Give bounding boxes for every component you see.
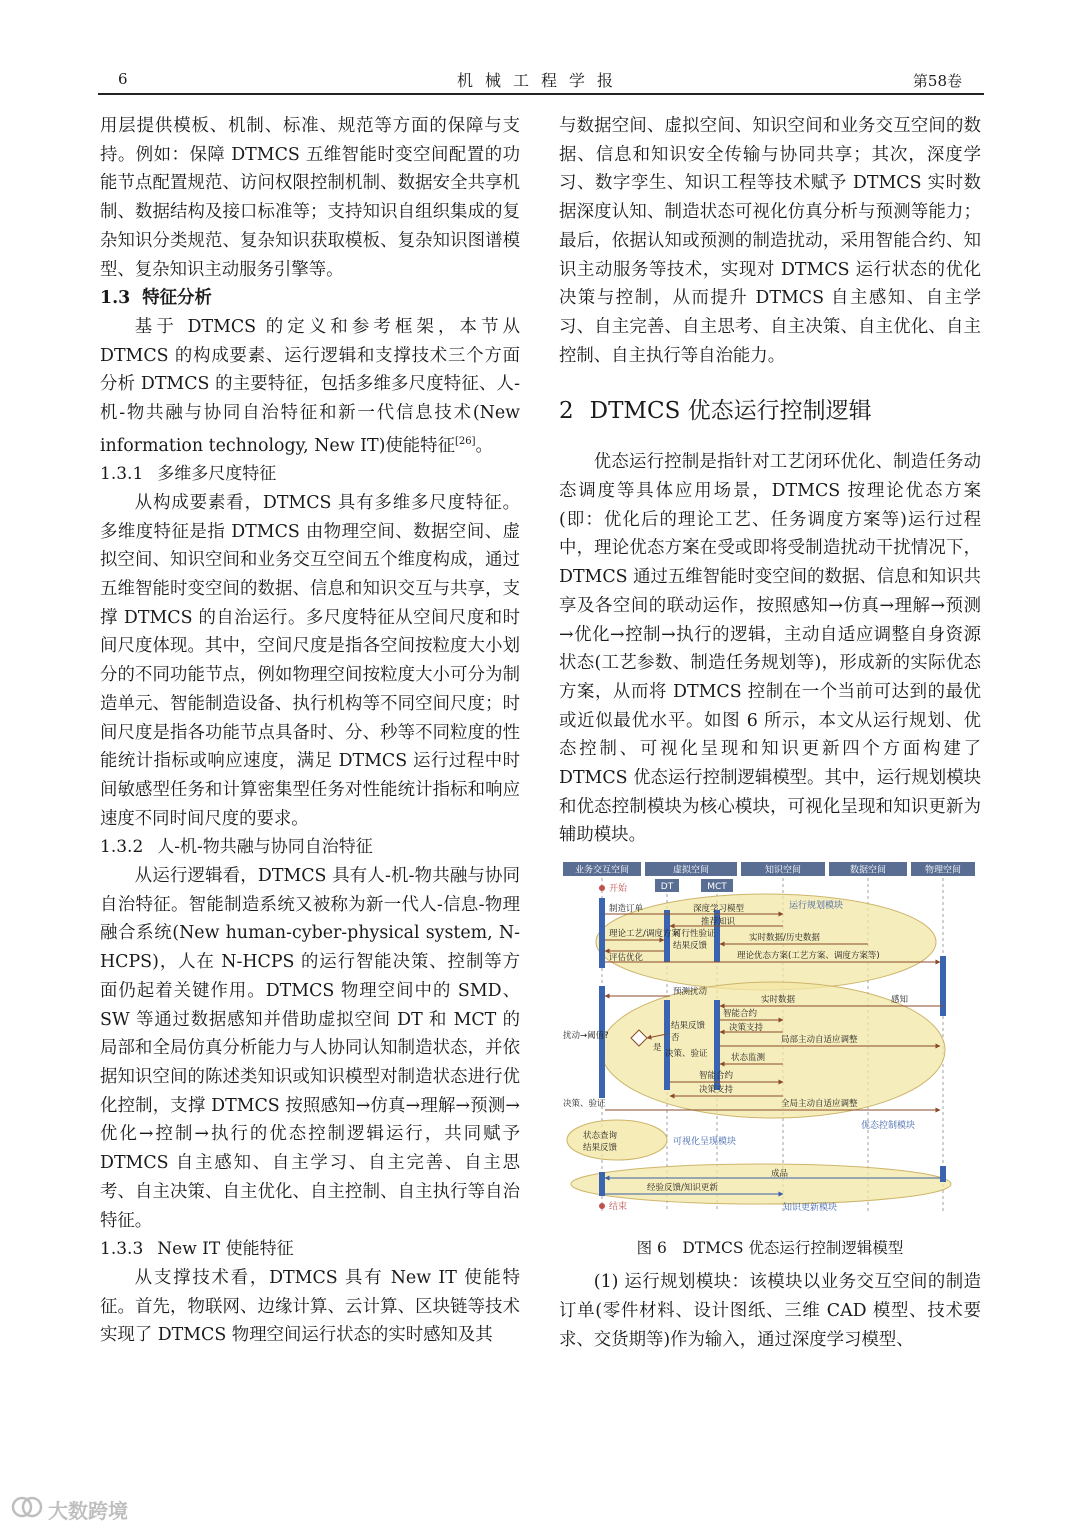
label-decision-support2: 决策支持 <box>699 1085 734 1096</box>
running-header <box>98 68 984 94</box>
label-state-monitor: 状态监测 <box>731 1053 766 1064</box>
lane-label: 虚拟空间 <box>672 865 710 876</box>
label-global-adjust: 全局主动自适应调整 <box>781 1099 858 1110</box>
section-title: 特征分析 <box>142 288 212 309</box>
label-result-feedback2: 结果反馈 <box>671 1021 706 1032</box>
visual-module-label: 可视化呈现模块 <box>673 1137 737 1148</box>
subsection-number: 1.3.3 <box>100 1239 144 1260</box>
header-rule <box>98 93 984 95</box>
start-marker <box>599 885 605 891</box>
label-theory-plan: 理论工艺/调度方案 <box>609 929 680 940</box>
label-no: 否 <box>671 1033 680 1044</box>
control-module-label: 优态控制模块 <box>861 1121 916 1132</box>
watermark-text: 大数跨境 <box>48 1499 128 1523</box>
subsection-title: 人-机-物共融与协同自治特征 <box>157 837 373 858</box>
paragraph: 与数据空间、虚拟空间、知识空间和业务交互空间的数据、信息和知识安全传输与协同共享；其次，深度学习、数字孪生、知识工程等技术赋予 DTMCS 实时数据深度认知、制造状态可视化仿真分析与预测等能力；最后，依据认知或预测的制造扰动，采用智能合约、知识主动服务等技术，实现对 DTMCS 运行状态的优化决策与控制，从而提升 DTMCS 自主感知、自主学习、自主完善、自主思考、自主决策、自主优化、自主控制、自主执行等自治能力。 <box>559 116 981 366</box>
end-marker <box>599 1203 605 1209</box>
lane-label: 业务交互空间 <box>574 865 630 876</box>
label-disturb-threshold: 扰动→阈值? <box>563 1031 609 1042</box>
sub-lane-label: DT <box>660 882 674 893</box>
section-number: 1.3 <box>100 288 131 309</box>
label-realtime: 实时数据 <box>761 995 796 1006</box>
citation: [26] <box>454 435 476 447</box>
paragraph: (1) 运行规划模块：该模块以业务交互空间的制造订单(零件材料、设计图纸、三维 CAD 模型、技术要求、交货期等)作为输入，通过深度学习模型、 <box>559 1272 981 1350</box>
label-yes: 是 <box>653 1043 662 1054</box>
start-label: 开始 <box>609 884 628 895</box>
subsection-number: 1.3.1 <box>100 464 144 485</box>
label-theory-optimal: 理论优态方案(工艺方案、调度方案等) <box>737 951 880 962</box>
paragraph: 从运行逻辑看，DTMCS 具有人-机-物共融与协同自治特征。智能制造系统又被称为新一代人-信息-物理融合系统(New human-cyber-physical system, N-HCPS)，人在 N-HCPS 的运行智能决策、控制等方面仍起着关键作用。DTMCS 物理空间中的 SMD、SW 等通过数据感知并借助虚拟空间 DT 和 MCT 的局部和全局仿真分析能力与人协同认知制造状态，并依据知识空间的陈述类知识或知识模型对制造状态进行优化控制，支撑 DTMCS 按照感知→仿真→理解→预测→优化→控制→执行的优态控制逻辑运行，共同赋予 DTMCS 自主感知、自主学习、自主完善、自主思考、自主决策、自主优化、自主控制、自主执行等自治特征。 <box>100 866 520 1231</box>
lane-label: 知识空间 <box>764 865 802 876</box>
label-smart-contract2: 智能合约 <box>699 1071 734 1082</box>
figure-caption: 图 6 DTMCS 优态运行控制逻辑模型 <box>636 1239 904 1258</box>
subsection-title: New IT 使能特征 <box>157 1239 294 1260</box>
label-result-feedback: 结果反馈 <box>673 941 708 952</box>
subsection-title: 多维多尺度特征 <box>157 464 277 485</box>
section-heading-2 <box>559 396 981 426</box>
watermark-logo-icon <box>10 1495 44 1519</box>
label-feasibility: 可行性验证 <box>673 929 716 940</box>
paragraph: 从构成要素看，DTMCS 具有多维多尺度特征。多维度特征是指 DTMCS 由物理空间、数据空间、虚拟空间、知识空间和业务交互空间五个维度构成，通过五维智能时变空间的数据、信息和知识交互与共享，支撑 DTMCS 的自治运行。多尺度特征从空间尺度和时间尺度体现。其中，空间尺度是指各空间按粒度大小划分的不同功能节点，例如物理空间按粒度大小可分为制造单元、智能制造设备、执行机构等不同空间尺度；时间尺度是指各功能节点具备时、分、秒等不同粒度的性能统计指标或响应速度，满足 DTMCS 运行过程中时间敏感型任务和计算密集型任务对性能统计指标和响应速度不同时间尺度的要求。 <box>100 492 520 829</box>
section-number: 2 <box>559 398 574 425</box>
paragraph: 优态运行控制是指针对工艺闭环优化、制造任务动态调度等具体应用场景，DTMCS 按理论优态方案(即：优化后的理论工艺、任务调度方案等)运行过程中，理论优态方案在受或即将受制造扰动干扰情况下，DTMCS 通过五维智能时变空间的数据、信息和知识共享及各空间的联动运作，按照感知→仿真→理解→预测→优化→控制→执行的逻辑，主动自适应调整自身资源状态(工艺参数、制造任务规划等)，形成新的实际优态方案，从而将 DTMCS 控制在一个当前可达到的最优或近似最优水平。如图 6 所示，本文从运行规划、优态控制、可视化呈现和知识更新四个方面构建了 DTMCS 优态运行控制逻辑模型。其中，运行规划模块和优态控制模块为核心模块，可视化呈现和知识更新为辅助模块。 <box>559 452 981 846</box>
sub-lane-label: MCT <box>707 882 727 893</box>
label-smart-contract: 智能合约 <box>723 1009 758 1020</box>
label-order: 制造订单 <box>609 904 644 915</box>
label-deep-learning: 深度学习模型 <box>693 904 745 915</box>
end-label: 结束 <box>609 1202 628 1213</box>
section-heading-1-3 <box>100 284 520 313</box>
volume-label: 第58卷 <box>912 72 962 90</box>
subsection-number: 1.3.2 <box>100 837 144 858</box>
update-module-ellipse <box>571 1164 951 1204</box>
page-number: 6 <box>118 70 128 88</box>
paragraph: 用层提供模板、机制、标准、规范等方面的保障与支持。例如：保障 DTMCS 五维智能时变空间配置的功能节点配置规范、访问权限控制机制、数据安全共享机制、数据结构及接口标准等；支持知识自组织集成的复杂知识分类规范、复杂知识获取模板、复杂知识图谱模型、复杂知识主动服务引擎等。 <box>100 116 520 280</box>
left-column <box>100 112 520 1350</box>
update-module-label: 知识更新模块 <box>783 1203 838 1214</box>
label-result-feedback3: 结果反馈 <box>583 1143 618 1154</box>
figure-6-diagram <box>561 860 977 1224</box>
label-predict-disturb: 预测扰动 <box>673 987 708 998</box>
label-product: 成品 <box>771 1169 789 1180</box>
paragraph <box>100 313 520 460</box>
label-sense: 感知 <box>891 995 909 1006</box>
label-realtime-hist: 实时数据/历史数据 <box>749 933 820 944</box>
label-experience: 经验反馈/知识更新 <box>647 1183 718 1194</box>
label-decision-support: 决策支持 <box>729 1023 764 1034</box>
subsection-heading-1-3-3 <box>100 1235 520 1264</box>
subsection-heading-1-3-1 <box>100 460 520 489</box>
section-title: DTMCS 优态运行控制逻辑 <box>589 398 872 425</box>
label-decision-verify2: 决策、验证 <box>563 1099 606 1110</box>
journal-name: 机械工程学报 <box>456 71 625 90</box>
planning-module-label: 运行规划模块 <box>789 901 844 912</box>
lane-label: 物理空间 <box>924 865 962 876</box>
logic-model-svg <box>561 860 977 1224</box>
paragraph-end: 。 <box>475 435 493 456</box>
label-local-adjust: 局部主动自适应调整 <box>781 1035 858 1046</box>
label-eval-opt: 评估优化 <box>609 953 644 964</box>
subsection-heading-1-3-2 <box>100 833 520 862</box>
label-decision-verify: 决策、验证 <box>665 1049 708 1060</box>
lane-label: 数据空间 <box>849 865 887 876</box>
label-recommend: 推荐知识 <box>701 917 736 928</box>
paragraph: 从支撑技术看，DTMCS 具有 New IT 使能特征。首先，物联网、边缘计算、云计算、区块链等技术实现了 DTMCS 物理空间运行状态的实时感知及其 <box>100 1267 520 1346</box>
right-column <box>559 112 981 1354</box>
paragraph-text: 基于 DTMCS 的定义和参考框架，本节从 DTMCS 的构成要素、运行逻辑和支撑技术三个方面分析 DTMCS 的主要特征，包括多维多尺度特征、人-机-物共融与协同自治特征和新一代信息技术(New information technology, New IT)使能特征 <box>100 316 520 456</box>
watermark <box>10 1493 150 1523</box>
label-state-query: 状态查询 <box>583 1131 618 1142</box>
